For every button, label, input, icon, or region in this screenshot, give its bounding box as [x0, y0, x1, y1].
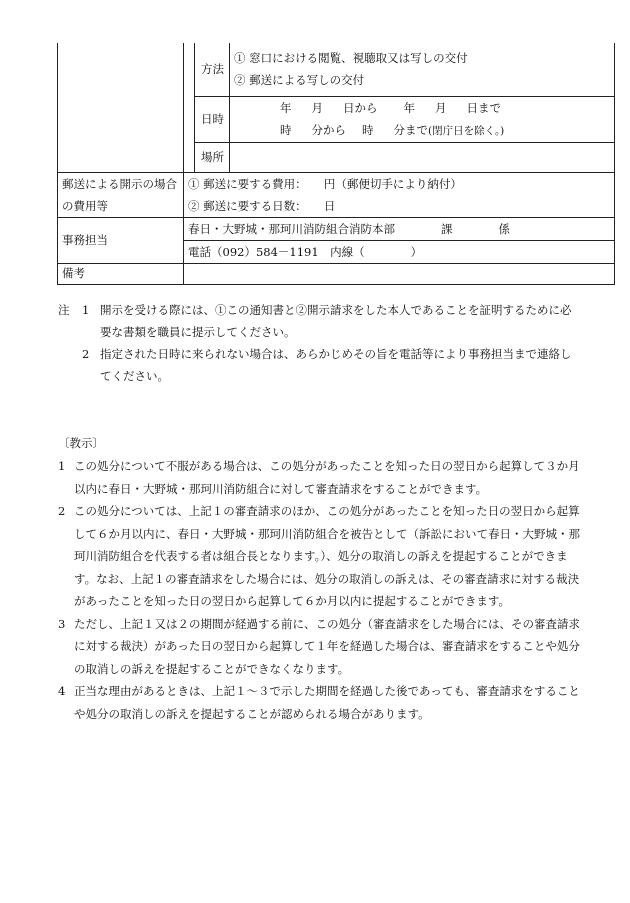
form-spacer-cell: [184, 43, 195, 172]
method-option-2: ② 郵送による写しの交付: [234, 73, 365, 88]
instruction-section: [58, 455, 582, 725]
postal-cost-days: ② 郵送に要する日数： 日: [188, 198, 336, 213]
postal-cost-values: [184, 172, 615, 217]
remarks-label: 備考: [58, 263, 184, 284]
place-value: [230, 142, 615, 172]
office-department: 春日・大野城・那珂川消防組合消防本部 課 係: [184, 218, 614, 241]
note-item: 2 指定された日時に来られない場合は、あらかじめその旨を電話等により事務担当まで連絡してください。: [82, 347, 572, 383]
instruction-item: 1 この処分について不服がある場合は、この処分があったことを知った日の翌日から起算して３か月以内に春日・大野城・那珂川消防組合に対して審査請求をすることができます。: [58, 459, 580, 496]
notes-label: 注: [58, 303, 70, 317]
datetime-range-times: 時 分から 時 分まで(閉庁日を除く。): [280, 123, 505, 137]
method-options: [230, 43, 615, 96]
office-phone: 電話（092）584－1191 内線（ ）: [188, 244, 423, 259]
instruction-title: 〔教示〕: [58, 436, 104, 450]
place-label: 場所: [195, 142, 230, 172]
method-option-1: ① 窓口における閲覧、視聴取又は写しの交付: [234, 51, 468, 66]
postal-cost-label: 郵送による開示の場合 の費用等: [58, 172, 184, 217]
instruction-item: 4 正当な理由があるときは、上記１～３で示した期間を経過した後であっても、審査請求をすることや処分の取消しの訴えを提起することが認められる場合があります。: [58, 684, 580, 721]
datetime-range-dates: 年 月 日から 年 月 日まで: [280, 101, 501, 115]
note-item: 注 1 開示を受ける際には、①この通知書と②開示請求をした本人であることを証明するために必要な書類を職員に提示してください。: [58, 299, 578, 343]
notes-section: [58, 299, 578, 387]
disclosure-form-table: [57, 43, 615, 285]
form-left-blank-cell: [58, 43, 184, 172]
instruction-item: 3 ただし、上記１又は２の期間が経過する前に、この処分（審査請求をした場合には、その審査請求に対する裁決）があった日の翌日から起算して１年を経過した場合は、審査請求をすることや処分の取消しの訴えを提起することができなくなります。: [58, 616, 580, 676]
office-values: [184, 217, 615, 263]
method-label: 方法: [195, 43, 230, 96]
datetime-values: [230, 96, 615, 142]
postal-cost-fee: ① 郵送に要する費用： 円（郵便切手により納付）: [188, 176, 462, 191]
office-label: 事務担当: [58, 217, 184, 263]
datetime-label: 日時: [195, 96, 230, 142]
instruction-item: 2 この処分については、上記１の審査請求のほか、この処分があったことを知った日の翌日から起算して６か月以内に、春日・大野城・那珂川消防組合を被告として（訴訟において春日・大野城・那珂川消防組合を代表する者は組合長となります。）、処分の取消しの訴えを提起することができます。なお、上記１の審査請求をした場合には、処分の取消しの訴えは、その審査請求に対する裁決があったことを知った日の翌日から起算して６か月以内に提起することができます。: [58, 504, 580, 608]
remarks-value: [184, 263, 615, 284]
